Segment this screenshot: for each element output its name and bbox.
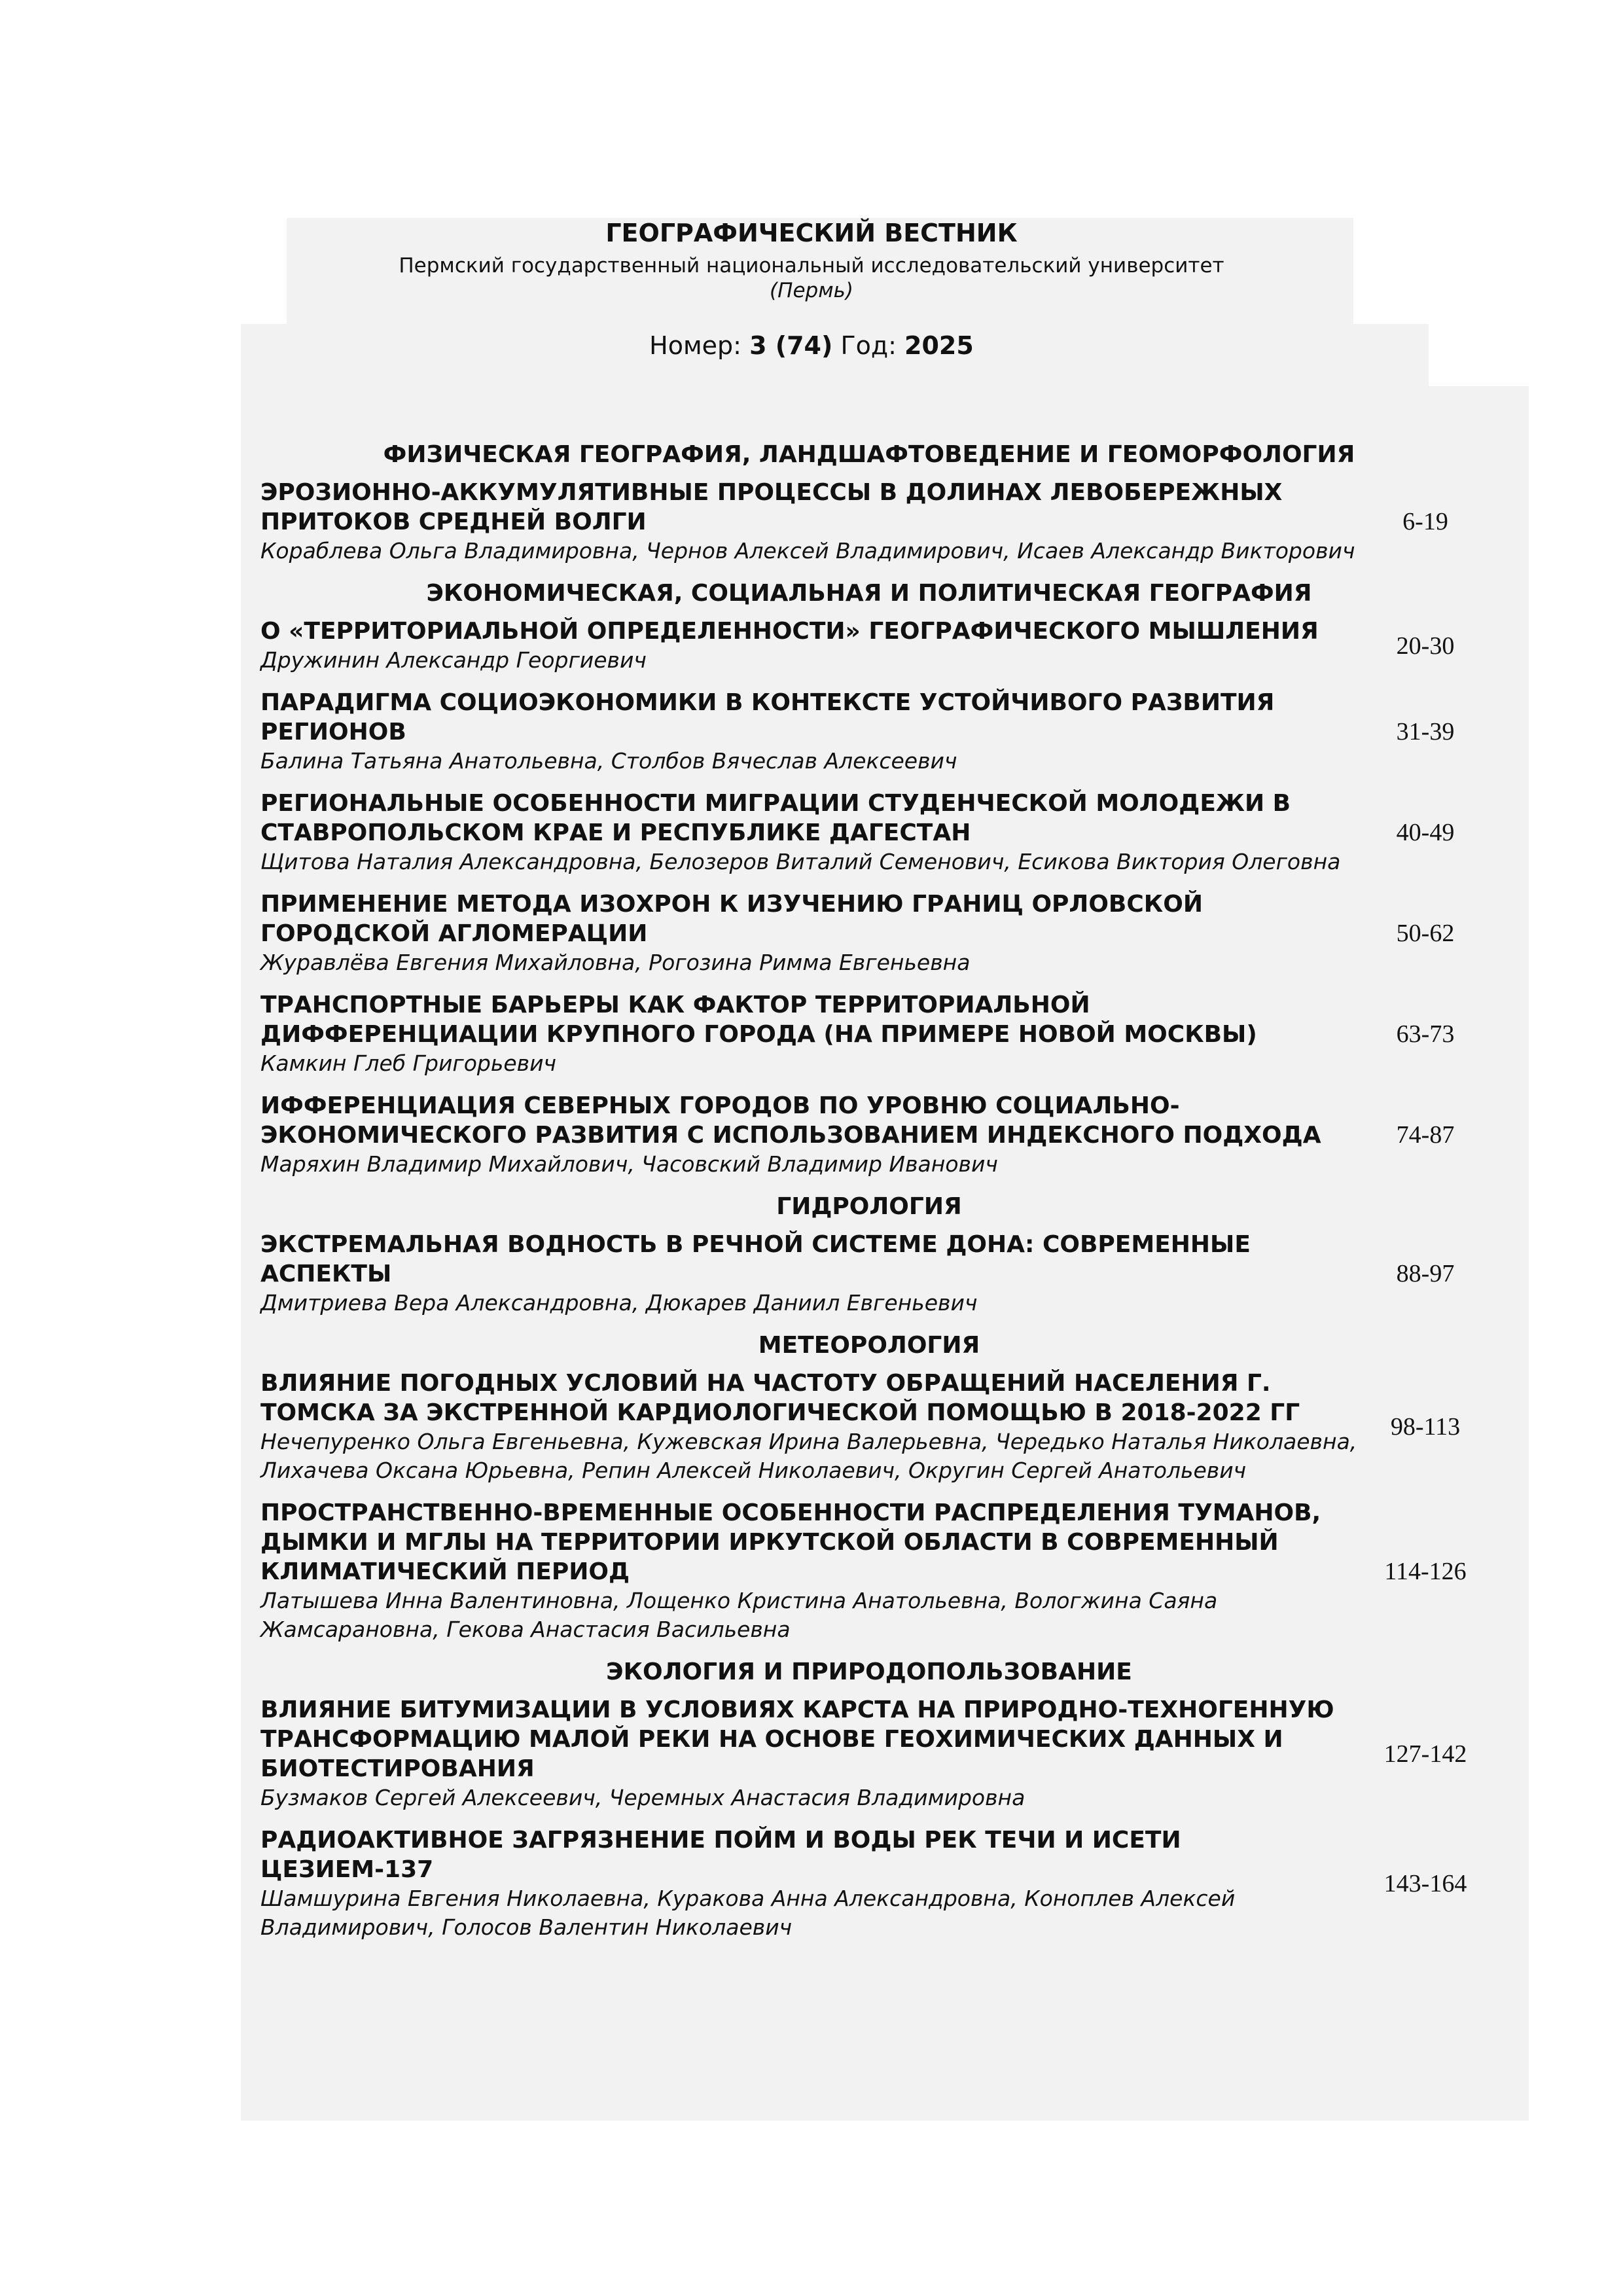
article-pages: 114-126 bbox=[1384, 1557, 1467, 1585]
article-text bbox=[260, 789, 1360, 876]
article-title[interactable]: РЕГИОНАЛЬНЫЕ ОСОБЕННОСТИ МИГРАЦИИ СТУДЕНЧЕСКОЙ МОЛОДЕЖИ В СТАВРОПОЛЬСКОМ КРАЕ И РЕСПУБЛИКЕ ДАГЕСТАН bbox=[260, 790, 1291, 846]
article-text bbox=[260, 990, 1360, 1078]
article-entry[interactable] bbox=[260, 889, 1491, 977]
journal-title: ГЕОГРАФИЧЕСКИЙ ВЕСТНИК bbox=[605, 219, 1018, 247]
article-title[interactable]: ИФФЕРЕНЦИАЦИЯ СЕВЕРНЫХ ГОРОДОВ ПО УРОВНЮ СОЦИАЛЬНО-ЭКОНОМИЧЕСКОГО РАЗВИТИЯ С ИСПОЛЬЗОВАНИЕМ ИНДЕКСНОГО ПОДХОДА bbox=[260, 1092, 1321, 1149]
article-text bbox=[260, 889, 1360, 977]
article-title[interactable]: ПАРАДИГМА СОЦИОЭКОНОМИКИ В КОНТЕКСТЕ УСТОЙЧИВОГО РАЗВИТИЯ РЕГИОНОВ bbox=[260, 689, 1275, 745]
article-text bbox=[260, 1091, 1360, 1179]
article-authors: Балина Татьяна Анатольевна, Столбов Вячеслав Алексеевич bbox=[260, 748, 957, 774]
article-entry[interactable] bbox=[260, 990, 1491, 1078]
article-pages: 6-19 bbox=[1402, 508, 1448, 535]
section-heading: ФИЗИЧЕСКАЯ ГЕОГРАФИЯ, ЛАНДШАФТОВЕДЕНИЕ И ГЕОМОРФОЛОГИЯ bbox=[383, 441, 1355, 468]
article-pages: 98-113 bbox=[1390, 1413, 1461, 1441]
article-text bbox=[260, 1825, 1360, 1942]
city-name: (Пермь) bbox=[770, 279, 853, 302]
article-text bbox=[260, 617, 1360, 675]
article-title[interactable]: ЭКСТРЕМАЛЬНАЯ ВОДНОСТЬ В РЕЧНОЙ СИСТЕМЕ ДОНА: СОВРЕМЕННЫЕ АСПЕКТЫ bbox=[260, 1231, 1251, 1287]
article-title[interactable]: ЭРОЗИОННО-АККУМУЛЯТИВНЫЕ ПРОЦЕССЫ В ДОЛИНАХ ЛЕВОБЕРЕЖНЫХ ПРИТОКОВ СРЕДНЕЙ ВОЛГИ bbox=[260, 479, 1283, 535]
article-text bbox=[260, 1230, 1360, 1318]
issue-label: Номер: bbox=[649, 331, 741, 360]
article-pages: 31-39 bbox=[1396, 718, 1455, 745]
article-entry[interactable] bbox=[260, 688, 1491, 776]
section-heading: ЭКОЛОГИЯ И ПРИРОДОПОЛЬЗОВАНИЕ bbox=[606, 1659, 1132, 1685]
university-name: Пермский государственный национальный исследовательский университет bbox=[399, 254, 1224, 278]
section-heading: ГИДРОЛОГИЯ bbox=[776, 1193, 962, 1220]
article-text bbox=[260, 688, 1360, 776]
article-authors: Камкин Глеб Григорьевич bbox=[260, 1050, 557, 1076]
article-text bbox=[260, 1695, 1360, 1812]
article-pages: 40-49 bbox=[1396, 819, 1455, 846]
article-title[interactable]: ВЛИЯНИЕ ПОГОДНЫХ УСЛОВИЙ НА ЧАСТОТУ ОБРАЩЕНИЙ НАСЕЛЕНИЯ Г. ТОМСКА ЗА ЭКСТРЕННОЙ КАРДИОЛОГИЧЕСКОЙ ПОМОЩЬЮ В 2018-2022 ГГ bbox=[260, 1370, 1300, 1426]
section-heading: ЭКОНОМИЧЕСКАЯ, СОЦИАЛЬНАЯ И ПОЛИТИЧЕСКАЯ ГЕОГРАФИЯ bbox=[426, 580, 1312, 607]
article-authors: Латышева Инна Валентиновна, Лощенко Кристина Анатольевна, Вологжина Саяна Жамсарановна, Гекова Анастасия Васильевна bbox=[260, 1588, 1218, 1642]
article-title[interactable]: ПРОСТРАНСТВЕННО-ВРЕМЕННЫЕ ОСОБЕННОСТИ РАСПРЕДЕЛЕНИЯ ТУМАНОВ, ДЫМКИ И МГЛЫ НА ТЕРРИТОРИИ ИРКУТСКОЙ ОБЛАСТИ В СОВРЕМЕННЫЙ КЛИМАТИЧЕСКИЙ ПЕРИОД bbox=[260, 1499, 1321, 1585]
article-pages: 20-30 bbox=[1396, 632, 1455, 660]
article-entry[interactable] bbox=[260, 478, 1491, 565]
year-label: Год: bbox=[840, 331, 897, 360]
article-text bbox=[260, 1498, 1360, 1644]
year-value: 2025 bbox=[904, 331, 974, 360]
issue-line bbox=[0, 331, 1623, 360]
article-authors: Бузмаков Сергей Алексеевич, Черемных Анастасия Владимировна bbox=[260, 1785, 1026, 1810]
section-heading: МЕТЕОРОЛОГИЯ bbox=[758, 1332, 980, 1359]
article-authors: Щитова Наталия Александровна, Белозеров Виталий Семенович, Есикова Виктория Олеговна bbox=[260, 849, 1341, 874]
article-authors: Дружинин Александр Георгиевич bbox=[260, 647, 647, 673]
article-pages: 143-164 bbox=[1383, 1870, 1467, 1897]
article-text bbox=[260, 1369, 1360, 1485]
article-authors: Дмитриева Вера Александровна, Дюкарев Даниил Евгеньевич bbox=[260, 1290, 978, 1316]
article-pages: 50-62 bbox=[1396, 920, 1455, 947]
article-entry[interactable] bbox=[260, 617, 1491, 675]
article-pages: 63-73 bbox=[1396, 1020, 1455, 1048]
article-authors: Нечепуренко Ольга Евгеньевна, Кужевская Ирина Валерьевна, Чередько Наталья Николаевна, Лихачева Оксана Юрьевна, Репин Алексей Николаевич, Округин Сергей Анатольевич bbox=[260, 1429, 1357, 1483]
article-entry[interactable] bbox=[260, 1825, 1491, 1942]
article-authors: Шамшурина Евгения Николаевна, Куракова Анна Александровна, Коноплев Алексей Владимирович, Голосов Валентин Николаевич bbox=[260, 1886, 1236, 1940]
article-entry[interactable] bbox=[260, 1498, 1491, 1644]
article-entry[interactable] bbox=[260, 789, 1491, 876]
article-authors: Кораблева Ольга Владимировна, Чернов Алексей Владимирович, Исаев Александр Викторович bbox=[260, 538, 1355, 564]
article-title[interactable]: О «ТЕРРИТОРИАЛЬНОЙ ОПРЕДЕЛЕННОСТИ» ГЕОГРАФИЧЕСКОГО МЫШЛЕНИЯ bbox=[260, 618, 1319, 645]
article-entry[interactable] bbox=[260, 1369, 1491, 1485]
table-of-contents bbox=[260, 433, 1491, 1955]
article-pages: 127-142 bbox=[1383, 1740, 1467, 1768]
article-entry[interactable] bbox=[260, 1091, 1491, 1179]
article-text bbox=[260, 478, 1360, 565]
article-pages: 88-97 bbox=[1396, 1260, 1455, 1287]
article-entry[interactable] bbox=[260, 1695, 1491, 1812]
article-authors: Маряхин Владимир Михайлович, Часовский Владимир Иванович bbox=[260, 1151, 998, 1177]
article-title[interactable]: ТРАНСПОРТНЫЕ БАРЬЕРЫ КАК ФАКТОР ТЕРРИТОРИАЛЬНОЙ ДИФФЕРЕНЦИАЦИИ КРУПНОГО ГОРОДА (НА ПРИМЕРЕ НОВОЙ МОСКВЫ) bbox=[260, 992, 1257, 1048]
article-entry[interactable] bbox=[260, 1230, 1491, 1318]
article-title[interactable]: РАДИОАКТИВНОЕ ЗАГРЯЗНЕНИЕ ПОЙМ И ВОДЫ РЕК ТЕЧИ И ИСЕТИ ЦЕЗИЕМ-137 bbox=[260, 1827, 1181, 1883]
issue-number: 3 (74) bbox=[749, 331, 833, 360]
article-pages: 74-87 bbox=[1396, 1121, 1455, 1149]
article-authors: Журавлёва Евгения Михайловна, Рогозина Римма Евгеньевна bbox=[260, 950, 971, 975]
article-title[interactable]: ВЛИЯНИЕ БИТУМИЗАЦИИ В УСЛОВИЯХ КАРСТА НА ПРИРОДНО-ТЕХНОГЕННУЮ ТРАНСФОРМАЦИЮ МАЛОЙ РЕКИ НА ОСНОВЕ ГЕОХИМИЧЕСКИХ ДАННЫХ И БИОТЕСТИРОВАНИЯ bbox=[260, 1696, 1334, 1782]
article-title[interactable]: ПРИМЕНЕНИЕ МЕТОДА ИЗОХРОН К ИЗУЧЕНИЮ ГРАНИЦ ОРЛОВСКОЙ ГОРОДСКОЙ АГЛОМЕРАЦИИ bbox=[260, 891, 1203, 947]
